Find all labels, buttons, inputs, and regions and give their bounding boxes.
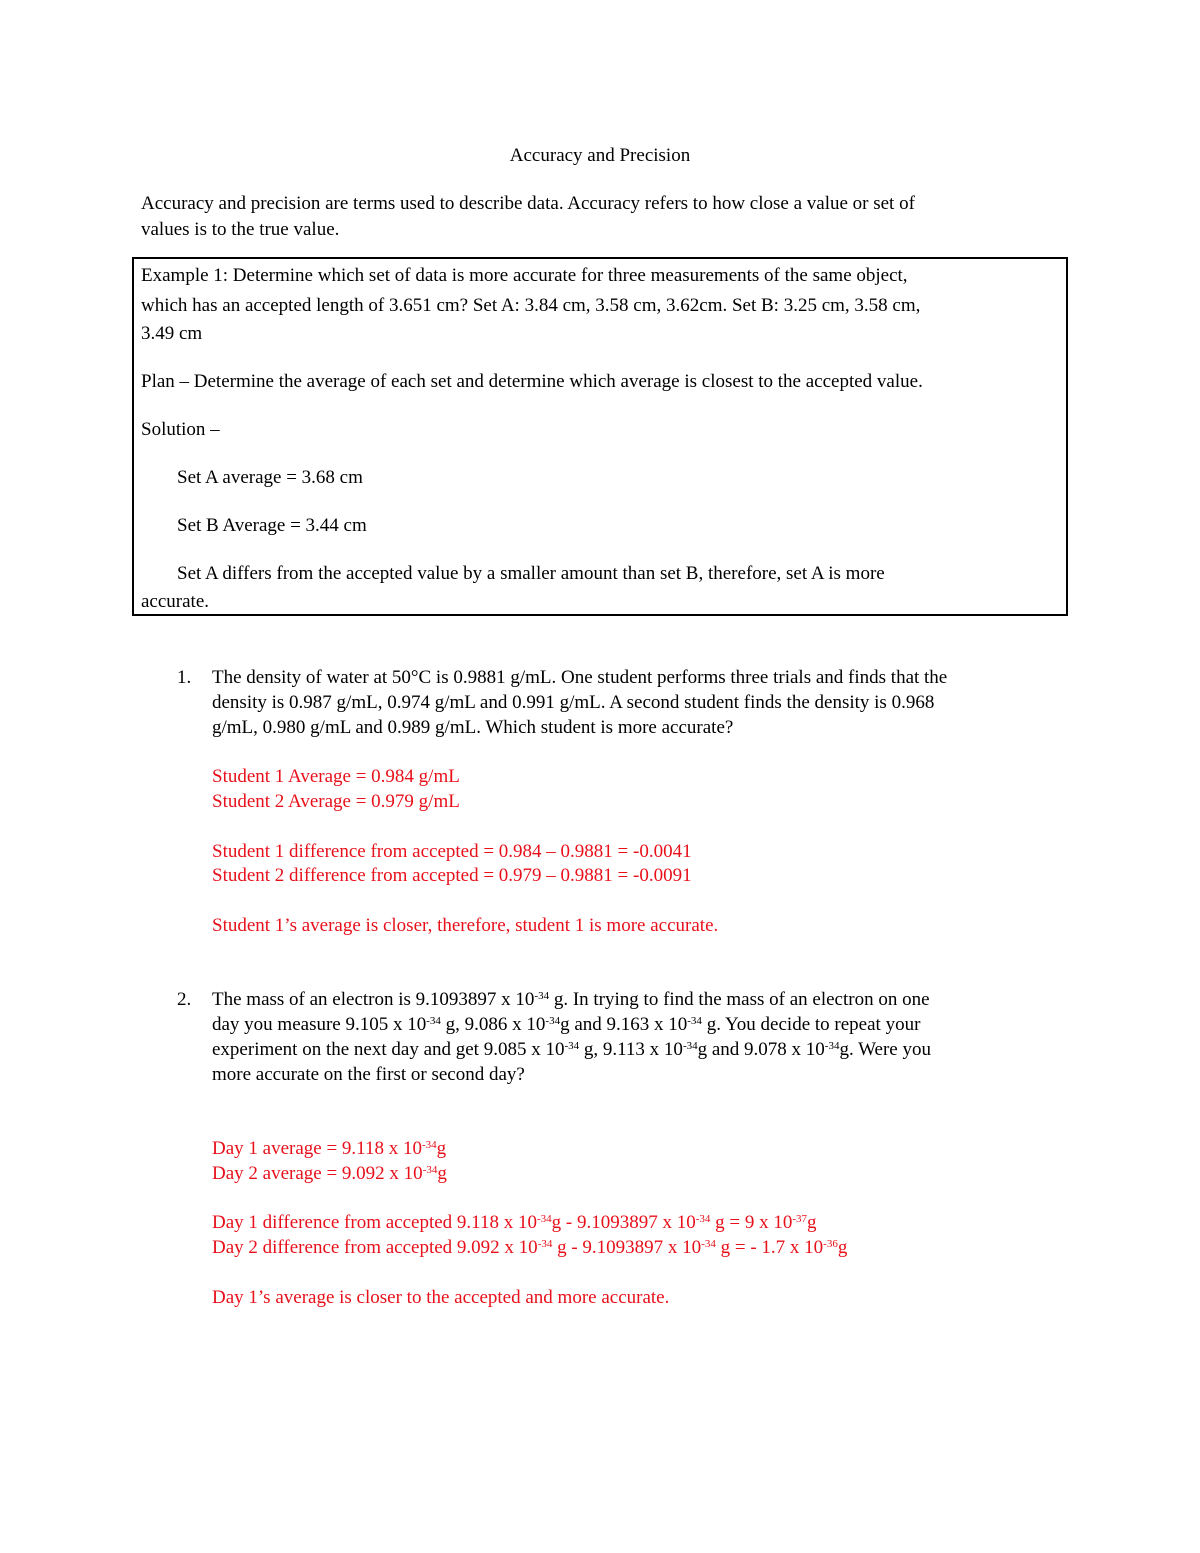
- q2-answer-avg-1: Day 1 average = 9.118 x $10^{-34}g$: [212, 1138, 447, 1159]
- q1-answer-avg-1: Student 1 Average = 0.984 g/mL: [212, 766, 460, 787]
- q2-line-2: day you measure 9.105 x $10^{-34}$ g, 9.086 x $10^{-34}g$ and 9.163 x $10^{-34}$ g. You decide to repeat your: [212, 1014, 921, 1035]
- q1-answer-diff-1: Student 1 difference from accepted = 0.984 – 0.9881 = -0.0041: [212, 841, 692, 862]
- q2-line-4: more accurate on the first or second day?: [212, 1064, 525, 1085]
- example-set-a: Set A average = 3.68 cm: [177, 467, 363, 488]
- q1-line-3: g/mL, 0.980 g/mL and 0.989 g/mL. Which student is more accurate?: [212, 717, 734, 738]
- q2-answer-conclusion: Day 1’s average is closer to the accepted and more accurate.: [212, 1287, 670, 1308]
- q1-answer-conclusion: Student 1’s average is closer, therefore, student 1 is more accurate.: [212, 915, 719, 936]
- example-solution: Solution –: [141, 419, 220, 440]
- q1-line-1: The density of water at 50°C is 0.9881 g/mL. One student performs three trials and finds that the: [212, 667, 948, 688]
- q1-number: 1.: [177, 667, 192, 688]
- q2-answer-diff-2: Day 2 difference from accepted 9.092 x $10^{-34}$ g - 9.1093897 x $10^{-34}$ g = - 1.7 x $10^{-36}g$: [212, 1237, 848, 1258]
- q2-answer-diff-1: Day 1 difference from accepted 9.118 x $10^{-34}g - 9.1093897$ x $10^{-34}$ g = 9 x $10^{-37}g$: [212, 1212, 817, 1233]
- q1-answer-avg-2: Student 2 Average = 0.979 g/mL: [212, 791, 460, 812]
- q1-line-2: density is 0.987 g/mL, 0.974 g/mL and 0.991 g/mL. A second student finds the density is 0.968: [212, 692, 935, 713]
- q2-line-1: The mass of an electron is 9.1093897 x $10^{-34}$ g. In trying to find the mass of an electron on one: [212, 989, 930, 1010]
- example-line-3: 3.49 cm: [141, 323, 203, 344]
- example-conclusion-1: Set A differs from the accepted value by a smaller amount than set B, therefore, set A is more: [177, 563, 885, 584]
- example-set-b: Set B Average = 3.44 cm: [177, 515, 367, 536]
- intro-line-1: Accuracy and precision are terms used to describe data. Accuracy refers to how close a value or set of: [141, 193, 915, 214]
- intro-line-2: values is to the true value.: [141, 219, 340, 240]
- example-line-2: which has an accepted length of 3.651 cm? Set A: 3.84 cm, 3.58 cm, 3.62cm. Set B: 3.25 cm, 3.58 cm,: [141, 295, 921, 316]
- q2-number: 2.: [177, 989, 192, 1010]
- q2-answer-avg-2: Day 2 average = 9.092 x $10^{-34}g$: [212, 1163, 447, 1184]
- example-line-1: Example 1: Determine which set of data is more accurate for three measurements of the same object,: [141, 265, 908, 286]
- q1-answer-diff-2: Student 2 difference from accepted = 0.979 – 0.9881 = -0.0091: [212, 865, 692, 886]
- page-title: Accuracy and Precision: [509, 145, 691, 166]
- q2-line-3: experiment on the next day and get 9.085 x $10^{-34}$ g, 9.113 x $10^{-34}g$ and 9.078 x $10^{-34}g$. Were you: [212, 1039, 931, 1060]
- example-conclusion-2: accurate.: [141, 591, 210, 612]
- example-plan: Plan – Determine the average of each set and determine which average is closest to the accepted value.: [141, 371, 923, 392]
